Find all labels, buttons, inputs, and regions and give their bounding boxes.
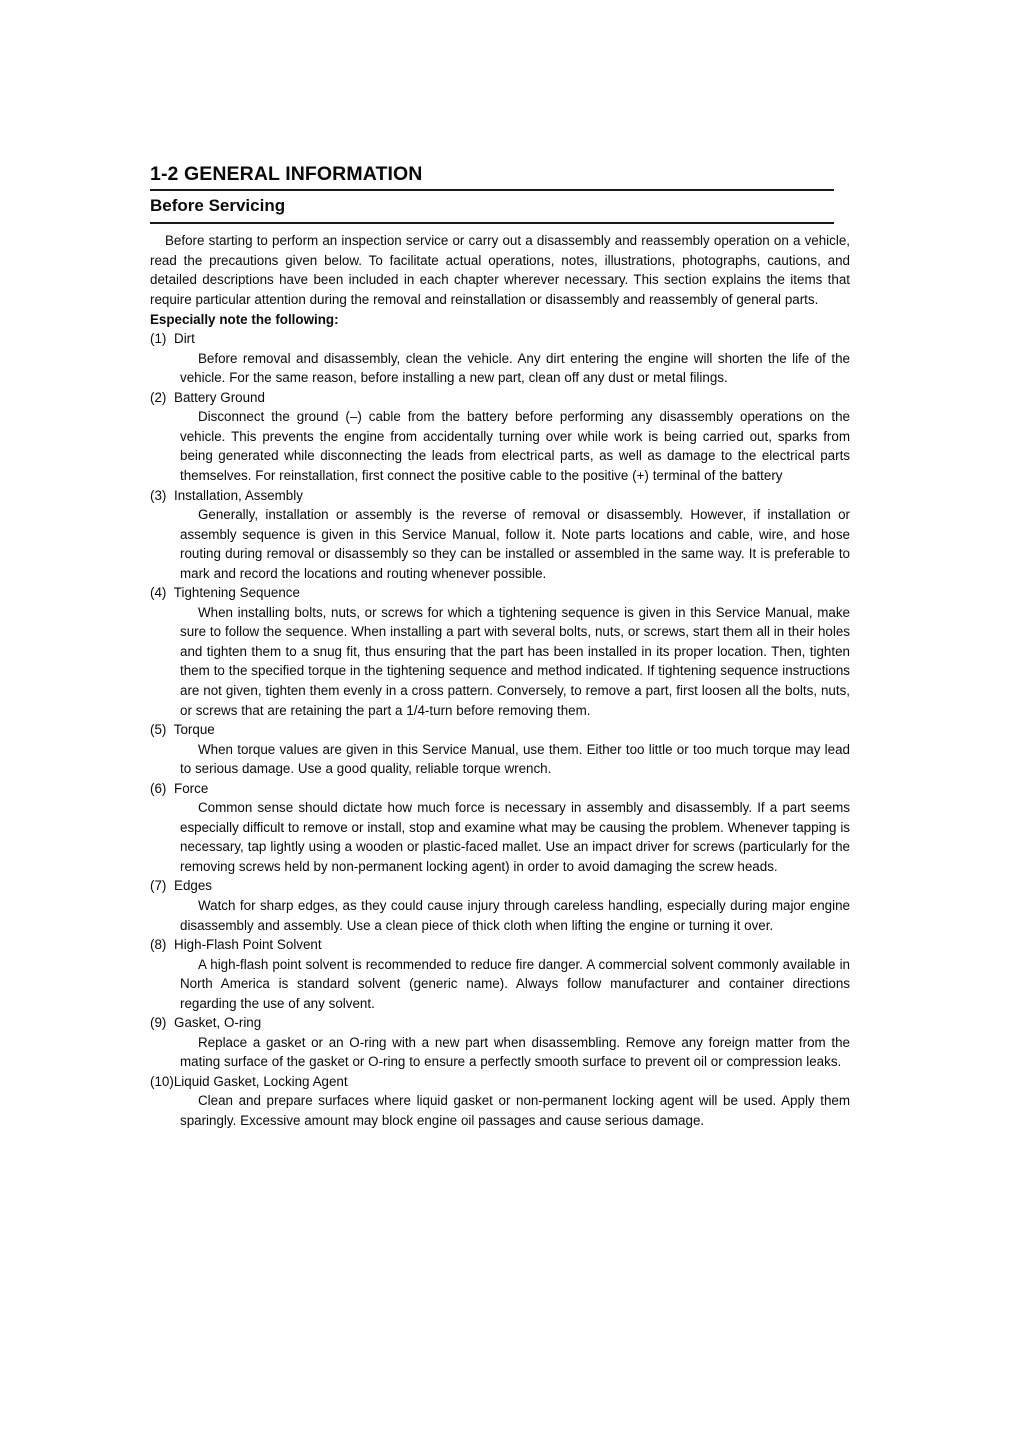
list-item-number: (2) (150, 389, 167, 405)
numbered-item-list (150, 329, 850, 1130)
list-item-body: Watch for sharp edges, as they could cause injury through careless handling, especially during major engine disassembly and assembly. Use a clean piece of thick cloth when lifting the engine or turning it over. (180, 897, 850, 933)
list-item (150, 779, 850, 877)
list-item (150, 935, 850, 1013)
list-item-separator (166, 937, 174, 952)
list-item-separator (166, 488, 174, 503)
list-item (150, 583, 850, 720)
list-item-number: (9) (150, 1015, 167, 1031)
list-item-number: (6) (150, 780, 167, 796)
list-item (150, 486, 850, 584)
list-item (150, 720, 850, 779)
list-item-body: Replace a gasket or an O-ring with a new part when disassembling. Remove any foreign matter from the mating surface of the gasket or O-ring to ensure a perfectly smooth surface to prevent oil or compression leaks. (180, 1034, 850, 1070)
emphasis-heading: Especially note the following: (150, 311, 339, 327)
list-item-number: (4) (150, 585, 167, 601)
list-item-label: Gasket, O-ring (174, 1015, 262, 1031)
list-item-heading (150, 876, 850, 896)
list-item-body: Disconnect the ground (–) cable from the battery before performing any disassembly operations on the vehicle. This prevents the engine from accidentally turning over while work is being carried out, sparks from being generated while disconnecting the leads from electrical parts, as well as damage to the electrical parts themselves. For reinstallation, first connect the positive cable to the positive (+) terminal of the battery (180, 409, 850, 483)
list-item-number: (10) (150, 1073, 174, 1089)
list-item-label: Dirt (174, 331, 195, 347)
list-item-body: Before removal and disassembly, clean the vehicle. Any dirt entering the engine will shorten the life of the vehicle. For the same reason, before installing a new part, clean off any dust or metal filings. (180, 350, 850, 386)
list-item-heading (150, 388, 850, 408)
list-item-heading (150, 486, 850, 506)
list-item (150, 388, 850, 486)
list-item-separator (166, 878, 174, 893)
list-item-label: Tightening Sequence (173, 585, 300, 601)
section-divider-rule (150, 222, 834, 224)
list-item-heading (150, 935, 850, 955)
intro-paragraph: Before starting to perform an inspection service or carry out a disassembly and reassembly operation on a vehicle, read the precautions given below. To facilitate actual operations, notes, illustrations, photographs, cautions, and detailed descriptions have been included in each chapter wherever necessary. This section explains the items that require particular attention during the removal and reinstallation or disassembly and reassembly of general parts. (150, 233, 850, 308)
list-item-separator (166, 781, 174, 796)
page-title: 1-2 GENERAL INFORMATION (150, 163, 423, 185)
list-item-label: Edges (174, 878, 212, 894)
list-item-heading (150, 779, 850, 799)
list-item-label: Battery Ground (174, 389, 265, 405)
list-item-heading (150, 720, 850, 740)
section-title: Before Servicing (150, 196, 286, 215)
list-item-number: (3) (150, 487, 167, 503)
title-divider-rule (150, 189, 834, 191)
list-item-number: (1) (150, 331, 167, 347)
list-item-separator (166, 331, 174, 346)
list-item (150, 1072, 850, 1131)
list-item-label: Force (174, 780, 209, 796)
list-item-heading (150, 1072, 850, 1092)
list-item-number: (8) (150, 937, 167, 953)
list-item (150, 329, 850, 388)
list-item-body: Generally, installation or assembly is the reverse of removal or disassembly. However, if installation or assembly sequence is given in this Service Manual, follow it. Note parts locations and cable, wire, and hose routing during removal or disassembly so they can be installed or assembled in the same way. It is preferable to mark and record the locations and routing whenever possible. (180, 507, 850, 581)
list-item-heading (150, 583, 850, 603)
list-item-label: Torque (173, 722, 215, 738)
list-item (150, 1013, 850, 1072)
list-item-label: Liquid Gasket, Locking Agent (173, 1073, 348, 1089)
list-item-heading (150, 1013, 850, 1033)
list-item-body: Common sense should dictate how much force is necessary in assembly and disassembly. If a part seems especially difficult to remove or install, stop and examine what may be causing the problem. Whenever tapping is necessary, tap lightly using a wooden or plastic-faced mallet. Use an impact driver for screws (particularly for the removing screws held by non-permanent locking agent) in order to avoid damaging the screw heads. (180, 800, 850, 874)
list-item-label: Installation, Assembly (174, 487, 303, 503)
list-item-separator (166, 390, 174, 405)
list-item-body: When installing bolts, nuts, or screws for which a tightening sequence is given in this Service Manual, make sure to follow the sequence. When installing a part with several bolts, nuts, or screws, start them all in their holes and tighten them to a snug fit, thus ensuring that the part has been installed in its proper location. Then, tighten them to the specified torque in the tightening sequence and method indicated. If tightening sequence instructions are not given, tighten them evenly in a cross pattern. Conversely, to remove a part, first loosen all the bolts, nuts, or screws that are retaining the part a 1/4-turn before removing them. (180, 604, 850, 718)
list-item-label: High-Flash Point Solvent (174, 937, 322, 953)
list-item-body: A high-flash point solvent is recommended to reduce fire danger. A commercial solvent commonly available in North America is standard solvent (generic name). Always follow manufacturer and container directions regarding the use of any solvent. (180, 956, 850, 1011)
list-item-separator (166, 1015, 174, 1030)
list-item-heading (150, 329, 850, 349)
list-item-separator (166, 585, 173, 600)
list-item-number: (5) (150, 722, 167, 738)
page-content (150, 163, 850, 1131)
body-text-block (150, 231, 850, 1130)
list-item-body: Clean and prepare surfaces where liquid gasket or non-permanent locking agent will be used. Apply them sparingly. Excessive amount may block engine oil passages and cause serious damage. (180, 1093, 850, 1128)
list-item-number: (7) (150, 878, 167, 894)
list-item (150, 876, 850, 935)
list-item-separator (166, 722, 173, 737)
list-item-body: When torque values are given in this Service Manual, use them. Either too little or too much torque may lead to serious damage. Use a good quality, reliable torque wrench. (180, 741, 850, 777)
